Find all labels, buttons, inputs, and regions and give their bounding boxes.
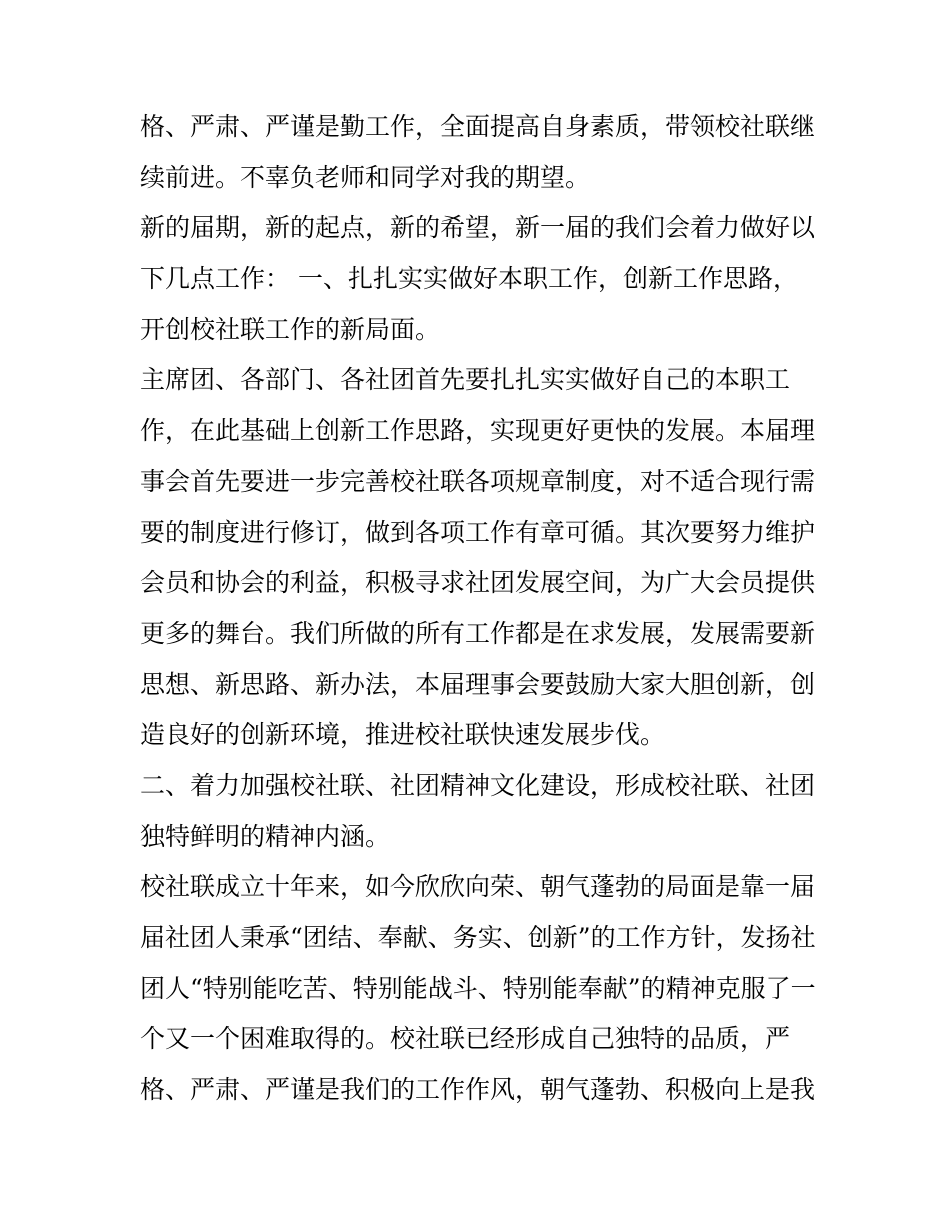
text-line: 作，在此基础上创新工作思路，实现更好更快的发展。本届理 <box>140 416 816 446</box>
text-line: 团人“特别能吃苦、特别能战斗、特别能奉献”的精神克服了一 <box>140 973 816 1003</box>
text-line: 开创校社联工作的新局面。 <box>140 314 441 344</box>
text-line: 思想、新思路、新办法，本届理事会要鼓励大家大胆创新，创 <box>140 669 816 699</box>
text-line: 会员和协会的利益，积极寻求社团发展空间，为广大会员提供 <box>140 568 816 598</box>
text-line: 个又一个困难取得的。校社联已经形成自己独特的品质，严 <box>140 1024 791 1054</box>
text-line: 续前进。不辜负老师和同学对我的期望。 <box>140 162 591 192</box>
text-line: 更多的舞台。我们所做的所有工作都是在求发展，发展需要新 <box>140 618 816 648</box>
text-line: 要的制度进行修订，做到各项工作有章可循。其次要努力维护 <box>140 517 816 547</box>
text-line: 下几点工作： 一、扎扎实实做好本职工作，创新工作思路， <box>140 264 798 294</box>
text-line: 新的届期，新的起点，新的希望，新一届的我们会着力做好以 <box>140 213 816 243</box>
text-line: 格、严肃、严谨是我们的工作作风，朝气蓬勃、积极向上是我 <box>140 1075 816 1105</box>
body-text <box>140 102 820 1116</box>
text-line: 二、着力加强校社联、社团精神文化建设，形成校社联、社团 <box>140 770 816 800</box>
text-line: 格、严肃、严谨是勤工作，全面提高自身素质，带领校社联继 <box>140 112 816 141</box>
text-line: 届社团人秉承“团结、奉献、务实、创新”的工作方针，发扬社 <box>140 923 816 952</box>
text-line: 独特鲜明的精神内涵。 <box>140 821 391 851</box>
text-line: 造良好的创新环境，推进校社联快速发展步伐。 <box>140 720 666 750</box>
text-line: 主席团、各部门、各社团首先要扎扎实实做好自己的本职工 <box>140 365 791 395</box>
text-line: 校社联成立十年来，如今欣欣向荣、朝气蓬勃的局面是靠一届 <box>140 872 816 902</box>
text-line: 事会首先要进一步完善校社联各项规章制度，对不适合现行需 <box>140 466 816 496</box>
